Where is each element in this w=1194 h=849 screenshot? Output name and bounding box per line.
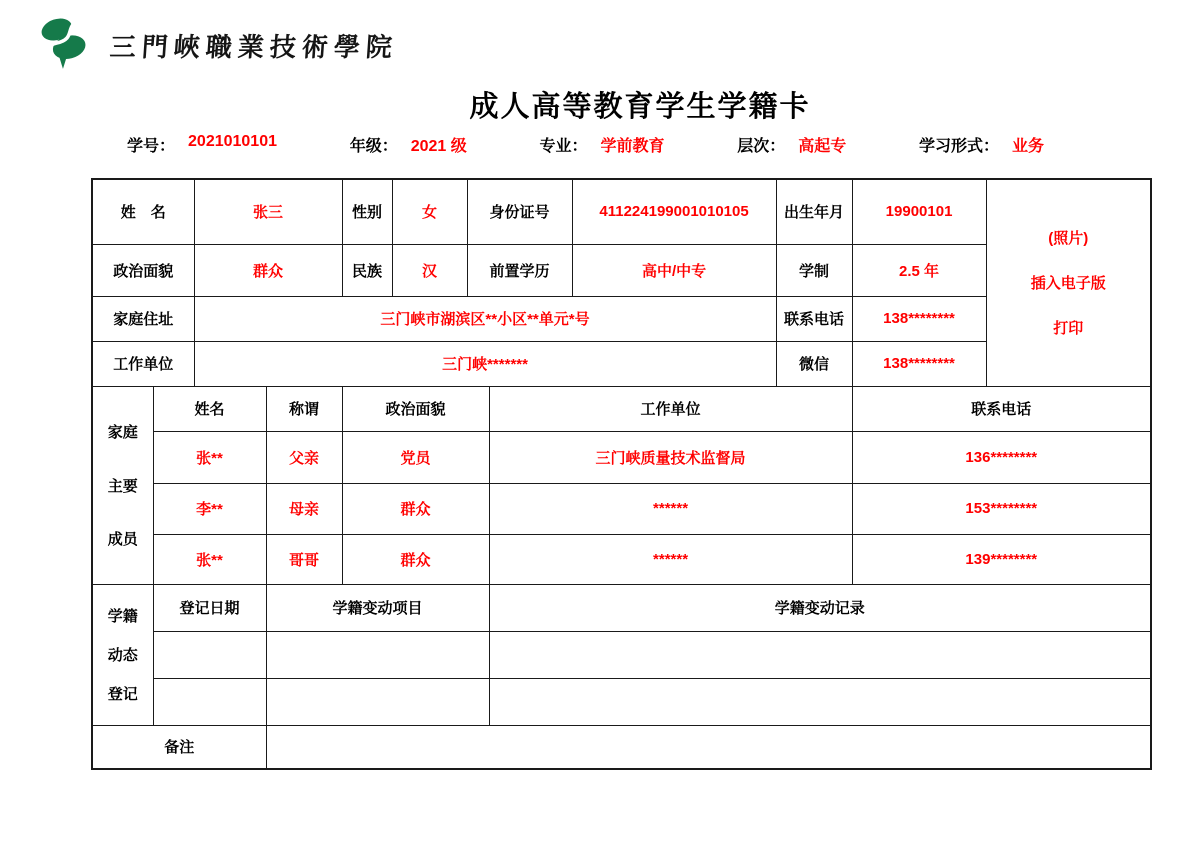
family-col-political: 政治面貌 [342, 386, 489, 431]
study-mode-value: 业务 [1011, 138, 1044, 155]
program-duration-value: 2.5 年 [852, 244, 986, 296]
field-major [539, 133, 664, 156]
ethnicity-label: 民族 [342, 244, 392, 296]
status-record-cell [489, 678, 1151, 725]
table-row [92, 386, 1151, 431]
level-value: 高起专 [798, 138, 847, 155]
family-member-phone: 139******** [852, 534, 1151, 584]
family-col-employer: 工作单位 [489, 386, 852, 431]
home-address-label: 家庭住址 [92, 296, 194, 341]
name-label: 姓 名 [92, 179, 194, 244]
family-member-phone: 136******** [852, 431, 1151, 483]
status-date-cell [153, 631, 266, 678]
grade-year-label: 年级： [349, 138, 398, 155]
student-number-label: 学号： [127, 138, 176, 155]
remark-label: 备注 [92, 725, 266, 769]
program-duration-label: 学制 [776, 244, 852, 296]
family-member-row [92, 534, 1151, 584]
table-row [92, 179, 1151, 244]
table-row [92, 584, 1151, 631]
family-member-name: 张** [153, 431, 266, 483]
employer-label: 工作单位 [92, 341, 194, 386]
family-col-phone: 联系电话 [852, 386, 1151, 431]
photo-print-instruction: 打印 [1053, 320, 1084, 338]
family-member-name: 张** [153, 534, 266, 584]
school-name-calligraphy: 三門峽職業技術學院 [108, 33, 399, 63]
status-item-cell [266, 631, 489, 678]
status-section-label: 学籍 动态 登记 [92, 584, 153, 725]
family-member-political: 群众 [342, 483, 489, 534]
gender-value: 女 [392, 179, 467, 244]
wechat-label: 微信 [776, 341, 852, 386]
family-member-relation: 父亲 [266, 431, 342, 483]
family-member-employer: 三门峡质量技术监督局 [489, 431, 852, 483]
field-grade-year [350, 133, 467, 156]
family-member-relation: 哥哥 [266, 534, 342, 584]
field-study-mode [919, 133, 1044, 156]
political-status-label: 政治面貌 [92, 244, 194, 296]
student-number-value: 2021010101 [188, 133, 277, 150]
family-member-employer: ****** [489, 483, 852, 534]
prior-education-label: 前置学历 [467, 244, 572, 296]
field-student-number [127, 133, 277, 156]
family-col-name: 姓名 [153, 386, 266, 431]
family-section-label: 家庭 主要 成员 [92, 386, 153, 584]
birth-date-label: 出生年月 [776, 179, 852, 244]
photo-placeholder-cell [986, 179, 1151, 386]
contact-phone-value: 138******** [852, 296, 986, 341]
birth-date-value: 19900101 [852, 179, 986, 244]
prior-education-value: 高中/中专 [572, 244, 776, 296]
family-member-phone: 153******** [852, 483, 1151, 534]
remark-value-cell [266, 725, 1151, 769]
family-member-political: 群众 [342, 534, 489, 584]
family-col-relation: 称谓 [266, 386, 342, 431]
name-value: 张三 [194, 179, 342, 244]
page-title: 成人高等教育学生学籍卡 [469, 91, 811, 123]
family-member-row [92, 431, 1151, 483]
field-level [737, 133, 846, 156]
id-number-value: 411224199001010105 [572, 179, 776, 244]
status-row [92, 678, 1151, 725]
family-member-political: 党员 [342, 431, 489, 483]
political-status-value: 群众 [194, 244, 342, 296]
family-member-row [92, 483, 1151, 534]
ethnicity-value: 汉 [392, 244, 467, 296]
major-value: 学前教育 [600, 138, 665, 155]
level-label: 层次： [737, 138, 786, 155]
status-row [92, 631, 1151, 678]
school-emblem-icon [36, 16, 92, 75]
status-date-cell [153, 678, 266, 725]
grade-year-value: 2021 级 [410, 138, 467, 155]
family-member-relation: 母亲 [266, 483, 342, 534]
status-record-cell [489, 631, 1151, 678]
table-row [92, 725, 1151, 769]
header-fields-row [127, 133, 1044, 156]
contact-phone-label: 联系电话 [776, 296, 852, 341]
home-address-value: 三门峡市湖滨区**小区**单元*号 [194, 296, 776, 341]
status-item-cell [266, 678, 489, 725]
major-label: 专业： [539, 138, 588, 155]
wechat-value: 138******** [852, 341, 986, 386]
id-number-label: 身份证号 [467, 179, 572, 244]
status-col-record: 学籍变动记录 [489, 584, 1151, 631]
study-mode-label: 学习形式： [918, 138, 999, 155]
student-card-table [91, 178, 1152, 770]
gender-label: 性别 [342, 179, 392, 244]
family-member-name: 李** [153, 483, 266, 534]
status-col-date: 登记日期 [153, 584, 266, 631]
status-col-item: 学籍变动项目 [266, 584, 489, 631]
family-member-employer: ****** [489, 534, 852, 584]
photo-insert-instruction: 插入电子版 [1030, 275, 1106, 293]
photo-placeholder-line: (照片) [1048, 230, 1089, 248]
employer-value: 三门峡******* [194, 341, 776, 386]
school-logo [36, 16, 398, 75]
